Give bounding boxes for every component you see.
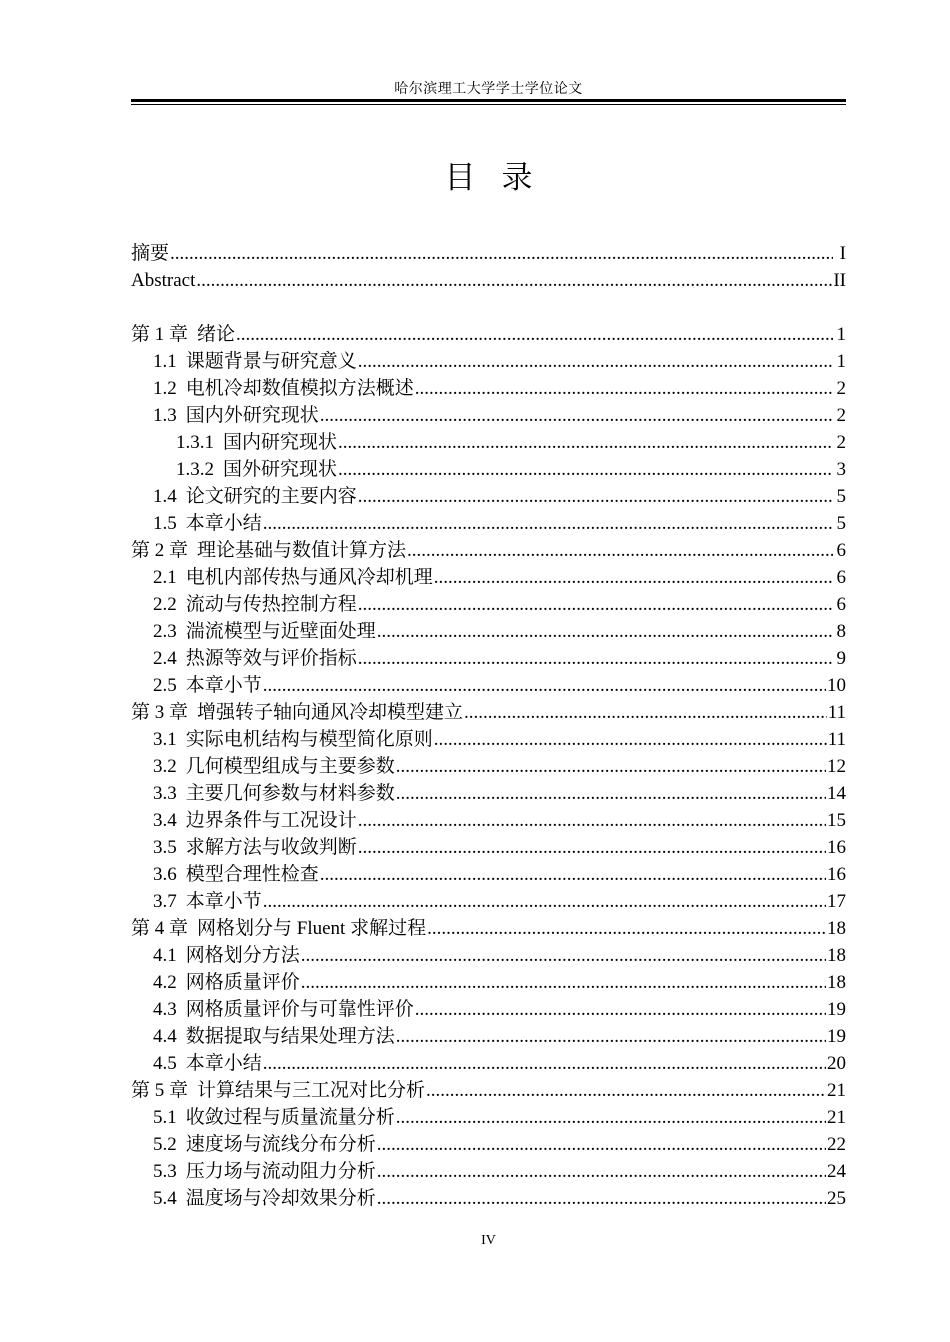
toc-entry-number: 3.7 <box>153 891 177 912</box>
toc-entry[interactable] <box>131 834 846 861</box>
toc-entry[interactable] <box>131 267 846 294</box>
toc-entry[interactable] <box>131 942 846 969</box>
toc-dot-leader <box>396 1023 826 1050</box>
toc-entry-page: 22 <box>827 1134 846 1155</box>
toc-entry-number: 第 3 章 <box>131 702 189 723</box>
toc-entry-label: 电机内部传热与通风冷却机理 <box>185 567 433 588</box>
toc-entry-label: 流动与传热控制方程 <box>185 594 357 615</box>
toc-entry-label: 温度场与冷却效果分析 <box>185 1188 376 1209</box>
toc-dot-leader <box>396 1104 826 1131</box>
toc-dot-leader <box>396 753 826 780</box>
toc-entry-page: 20 <box>827 1053 846 1074</box>
toc-dot-leader <box>301 969 826 996</box>
toc-entry-page: 3 <box>836 459 846 480</box>
toc-entry-page: 9 <box>836 648 846 669</box>
toc-dot-leader <box>301 942 826 969</box>
toc-entry-page: 8 <box>836 621 846 642</box>
toc-entry-label: 网格划分与 Fluent 求解过程 <box>197 918 427 939</box>
toc-entry[interactable] <box>131 672 846 699</box>
running-header: 哈尔滨理工大学学士学位论文 <box>394 82 583 97</box>
toc-entry-page: 21 <box>827 1107 846 1128</box>
toc-dot-leader <box>427 915 826 942</box>
toc-dot-leader <box>464 699 827 726</box>
toc-entry-number: 4.2 <box>153 972 177 993</box>
toc-entry[interactable] <box>131 915 846 942</box>
toc-entry-page: 15 <box>827 810 846 831</box>
toc-entry-label: 求解方法与收敛判断 <box>185 837 357 858</box>
toc-entry[interactable] <box>131 726 846 753</box>
header-rule-thin <box>131 104 846 105</box>
toc-entry-page: 18 <box>827 918 846 939</box>
toc-dot-leader <box>263 888 826 915</box>
toc-entry-page: 18 <box>827 945 846 966</box>
toc-entry-number: 2.4 <box>153 648 177 669</box>
toc-entry-label: 绪论 <box>197 324 236 345</box>
page-title: 目录 <box>444 160 559 196</box>
toc-entry-number: 3.1 <box>153 729 177 750</box>
toc-entry[interactable] <box>131 753 846 780</box>
toc-dot-leader <box>170 240 833 267</box>
toc-dot-leader <box>320 402 833 429</box>
toc-dot-leader <box>407 537 833 564</box>
toc-entry[interactable] <box>131 645 846 672</box>
toc-dot-leader <box>426 1077 826 1104</box>
toc-entry-label: 网格质量评价与可靠性评价 <box>185 999 414 1020</box>
toc-dot-leader <box>396 780 826 807</box>
toc-entry-label: 湍流模型与近壁面处理 <box>185 621 376 642</box>
toc-dot-leader <box>377 1131 826 1158</box>
toc-entry-label: 本章小节 <box>185 675 262 696</box>
toc-entry-page: II <box>833 270 846 291</box>
toc-entry-page: 2 <box>836 405 846 426</box>
toc-dot-leader <box>415 375 833 402</box>
toc-entry-label: 网格质量评价 <box>185 972 300 993</box>
toc-entry-number: 4.4 <box>153 1026 177 1047</box>
toc-entry[interactable] <box>131 429 846 456</box>
toc-entry-label: 收敛过程与质量流量分析 <box>185 1107 395 1128</box>
toc-entry-page: 6 <box>836 567 846 588</box>
toc-entry-page: 5 <box>836 486 846 507</box>
toc-dot-leader <box>263 672 826 699</box>
toc-entry-number: 1.2 <box>153 378 177 399</box>
toc-entry[interactable] <box>131 780 846 807</box>
toc-entry-number: 2.3 <box>153 621 177 642</box>
toc-entry-number: 第 4 章 <box>131 918 189 939</box>
toc-entry[interactable] <box>131 861 846 888</box>
toc-entry-number: 3.3 <box>153 783 177 804</box>
toc-entry-number: 第 5 章 <box>131 1080 189 1101</box>
toc-entry-number: 3.2 <box>153 756 177 777</box>
toc-entry-page: 5 <box>836 513 846 534</box>
toc-entry[interactable] <box>131 591 846 618</box>
toc-dot-leader <box>358 645 833 672</box>
toc-entry-number: 2.5 <box>153 675 177 696</box>
toc-entry-number: 4.5 <box>153 1053 177 1074</box>
toc-entry-number: 5.2 <box>153 1134 177 1155</box>
toc-entry-number: 5.1 <box>153 1107 177 1128</box>
toc-entry-label: 课题背景与研究意义 <box>185 351 357 372</box>
toc-entry[interactable] <box>131 537 846 564</box>
toc-dot-leader <box>338 429 833 456</box>
toc-dot-leader <box>236 321 833 348</box>
toc-dot-leader <box>358 348 833 375</box>
toc-entry-label: 电机冷却数值模拟方法概述 <box>185 378 414 399</box>
toc-dot-leader <box>196 267 832 294</box>
toc-entry-number: 1.4 <box>153 486 177 507</box>
toc-entry-label: 国内研究现状 <box>223 432 338 453</box>
toc-entry[interactable] <box>131 1104 846 1131</box>
toc-entry-page: 25 <box>827 1188 846 1209</box>
toc-entry-label: 网格划分方法 <box>185 945 300 966</box>
toc-entry-page: I <box>839 243 846 264</box>
toc-dot-leader <box>377 1158 826 1185</box>
toc-entry-number: 第 1 章 <box>131 324 189 345</box>
toc-entry-number: 4.1 <box>153 945 177 966</box>
toc-entry-number: 1.3.2 <box>176 459 214 480</box>
toc-entry-page: 16 <box>827 837 846 858</box>
toc-entry-number: 4.3 <box>153 999 177 1020</box>
toc-dot-leader <box>263 510 833 537</box>
toc-entry-label: 本章小结 <box>185 513 262 534</box>
toc-entry[interactable] <box>131 618 846 645</box>
toc-entry-label: 理论基础与数值计算方法 <box>197 540 407 561</box>
toc-dot-leader <box>377 618 833 645</box>
toc-entry-label: 几何模型组成与主要参数 <box>185 756 395 777</box>
toc-dot-leader <box>263 1050 826 1077</box>
toc-entry-number: 1.3 <box>153 405 177 426</box>
toc-entry-page: 6 <box>836 594 846 615</box>
toc-entry-label: 本章小节 <box>185 891 262 912</box>
toc-entry[interactable] <box>131 888 846 915</box>
toc-entry-page: 16 <box>827 864 846 885</box>
toc-entry-page: 1 <box>836 324 846 345</box>
toc-entry-page: 18 <box>827 972 846 993</box>
table-of-contents <box>131 240 846 1212</box>
toc-entry[interactable] <box>131 402 846 429</box>
toc-entry-number: 2.2 <box>153 594 177 615</box>
toc-dot-leader <box>377 1185 826 1212</box>
toc-entry[interactable] <box>131 348 846 375</box>
toc-entry[interactable] <box>131 240 846 267</box>
toc-entry[interactable] <box>131 1023 846 1050</box>
toc-dot-leader <box>358 483 833 510</box>
toc-dot-leader <box>338 456 833 483</box>
toc-entry-page: 19 <box>827 1026 846 1047</box>
toc-entry-number: 1.3.1 <box>176 432 214 453</box>
toc-entry-page: 1 <box>836 351 846 372</box>
toc-entry-label: 压力场与流动阻力分析 <box>185 1161 376 1182</box>
toc-entry-page: 2 <box>836 432 846 453</box>
header-rule-thick <box>131 99 846 102</box>
toc-entry-number: 1.5 <box>153 513 177 534</box>
toc-entry-page: 17 <box>827 891 846 912</box>
toc-entry-number: 1.1 <box>153 351 177 372</box>
page-number: IV <box>481 1233 496 1248</box>
toc-entry-label: 论文研究的主要内容 <box>185 486 357 507</box>
toc-entry-number: 3.5 <box>153 837 177 858</box>
toc-entry-page: 2 <box>836 378 846 399</box>
toc-entry-label: 摘要 <box>131 243 170 264</box>
toc-entry-label: 国内外研究现状 <box>185 405 319 426</box>
toc-entry[interactable] <box>131 375 846 402</box>
toc-entry-label: 计算结果与三工况对比分析 <box>197 1080 426 1101</box>
toc-entry-page: 12 <box>827 756 846 777</box>
toc-entry[interactable] <box>131 483 846 510</box>
toc-entry-page: 6 <box>836 540 846 561</box>
toc-entry[interactable] <box>131 996 846 1023</box>
toc-entry-page: 24 <box>827 1161 846 1182</box>
toc-entry[interactable] <box>131 699 846 726</box>
toc-entry[interactable] <box>131 321 846 348</box>
toc-dot-leader <box>320 861 826 888</box>
toc-entry-label: 数据提取与结果处理方法 <box>185 1026 395 1047</box>
toc-entry-label: 本章小结 <box>185 1053 262 1074</box>
toc-dot-leader <box>434 564 833 591</box>
toc-entry-page: 11 <box>827 729 846 750</box>
toc-entry[interactable] <box>131 1131 846 1158</box>
toc-entry-page: 10 <box>827 675 846 696</box>
toc-entry-label: 实际电机结构与模型简化原则 <box>185 729 433 750</box>
toc-entry-number: 5.4 <box>153 1188 177 1209</box>
toc-entry[interactable] <box>131 1050 846 1077</box>
toc-entry-page: 19 <box>827 999 846 1020</box>
toc-entry-number: 2.1 <box>153 567 177 588</box>
toc-dot-leader <box>358 591 833 618</box>
toc-entry-number: 第 2 章 <box>131 540 189 561</box>
toc-entry-label: 主要几何参数与材料参数 <box>185 783 395 804</box>
toc-entry[interactable] <box>131 1185 846 1212</box>
toc-dot-leader <box>358 807 826 834</box>
toc-dot-leader <box>358 834 826 861</box>
toc-entry-label: 热源等效与评价指标 <box>185 648 357 669</box>
toc-entry-page: 14 <box>827 783 846 804</box>
toc-entry-label: 模型合理性检查 <box>185 864 319 885</box>
toc-entry-label: Abstract <box>131 270 196 291</box>
toc-entry[interactable] <box>131 456 846 483</box>
toc-entry-number: 3.4 <box>153 810 177 831</box>
toc-entry-page: 21 <box>827 1080 846 1101</box>
toc-dot-leader <box>434 726 827 753</box>
toc-entry-label: 增强转子轴向通风冷却模型建立 <box>197 702 464 723</box>
toc-entry-label: 边界条件与工况设计 <box>185 810 357 831</box>
toc-entry[interactable] <box>131 564 846 591</box>
toc-entry-label: 国外研究现状 <box>223 459 338 480</box>
toc-entry-number: 5.3 <box>153 1161 177 1182</box>
toc-entry-number: 3.6 <box>153 864 177 885</box>
toc-entry[interactable] <box>131 510 846 537</box>
toc-entry[interactable] <box>131 969 846 996</box>
toc-dot-leader <box>415 996 826 1023</box>
toc-entry[interactable] <box>131 1077 846 1104</box>
toc-entry-page: 11 <box>827 702 846 723</box>
toc-entry[interactable] <box>131 807 846 834</box>
toc-entry[interactable] <box>131 1158 846 1185</box>
toc-entry-label: 速度场与流线分布分析 <box>185 1134 376 1155</box>
